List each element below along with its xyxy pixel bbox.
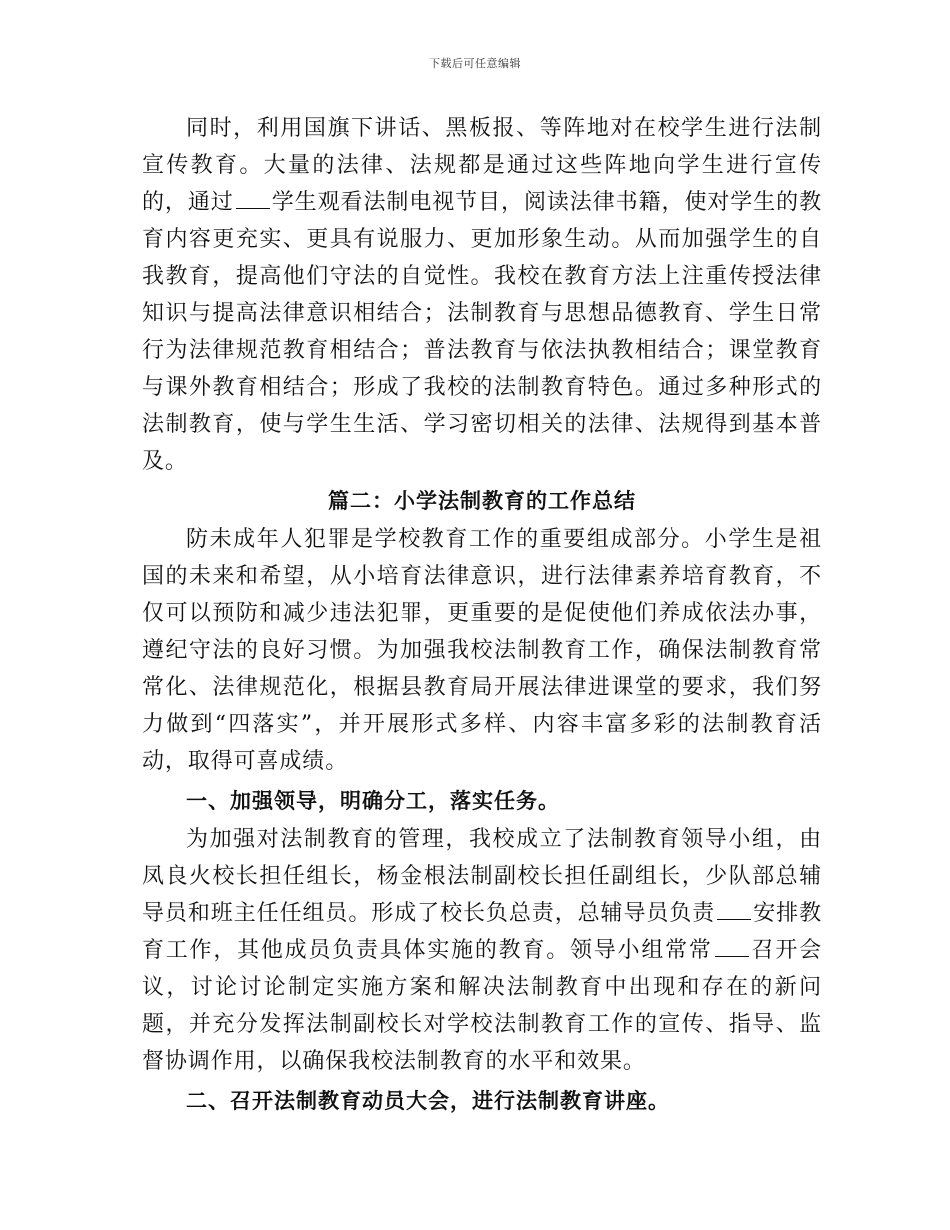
paragraph-text: 召开会议，讨论讨论制定实施方案和解决法制教育中出现和存在的新问题，并充分发挥法制副校长对学校法制教育工作的宣传、指导、监督协调作用，以确保我校法制教育的水平和效果。 xyxy=(142,938,823,1074)
paragraph-propaganda xyxy=(142,110,822,480)
fill-blank xyxy=(715,938,749,957)
paragraph-text: 学生观看法制电视节目，阅读法律书籍，使对学生的教育内容更充实、更具有说服力、更加形象生动。从而加强学生的自我教育，提高他们守法的自觉性。我校在教育方法上注重传授法律知识与提高法律意识相结合；法制教育与思想品德教育、学生日常行为法律规范教育相结合；普法教育与依法执教相结合；课堂教育与课外教育相结合；形成了我校的法制教育特色。通过多种形式的法制教育，使与学生生活、学习密切相关的法律、法规得到基本普及。 xyxy=(142,190,822,474)
paragraph-leadership xyxy=(142,821,822,1080)
document-body xyxy=(142,110,822,1121)
fill-blank xyxy=(236,190,270,209)
section-title: 篇二：小学法制教育的工作总结 xyxy=(328,488,636,513)
fill-blank xyxy=(717,901,751,920)
paragraph-text: 同时，利用国旗下讲话、黑板报、等阵地对在校学生进行法制宣传教育。大量的法律、法规都是通过这些阵地向学生进行宣传的，通过 xyxy=(142,116,822,215)
paragraph-text: 安排教育工作，其他成员负责具体实施的教育。领导小组常常 xyxy=(142,901,822,963)
paragraph-intro: 防未成年人犯罪是学校教育工作的重要组成部分。小学生是祖国的未来和希望，从小培育法律意识，进行法律素养培育教育，不仅可以预防和减少违法犯罪，更重要的是促使他们养成依法办事，遵纪守法的良好习惯。为加强我校法制教育工作，确保法制教育常常化、法律规范化，根据县教育局开展法律进课堂的要求，我们努力做到“四落实”，并开展形式多样、内容丰富多彩的法制教育活动，取得可喜成绩。 xyxy=(142,527,822,774)
header-note: 下载后可任意编辑 xyxy=(429,57,521,70)
paragraph-text: 为加强对法制教育的管理，我校成立了法制教育领导小组，由凤良火校长担任组长，杨金根法制副校长担任副组长，少队部总辅导员和班主任任组员。形成了校长负总责，总辅导员负责 xyxy=(142,827,822,926)
heading-mobilization: 二、召开法制教育动员大会，进行法制教育讲座。 xyxy=(186,1088,670,1113)
heading-leadership: 一、加强领导，明确分工，落实任务。 xyxy=(186,788,560,813)
